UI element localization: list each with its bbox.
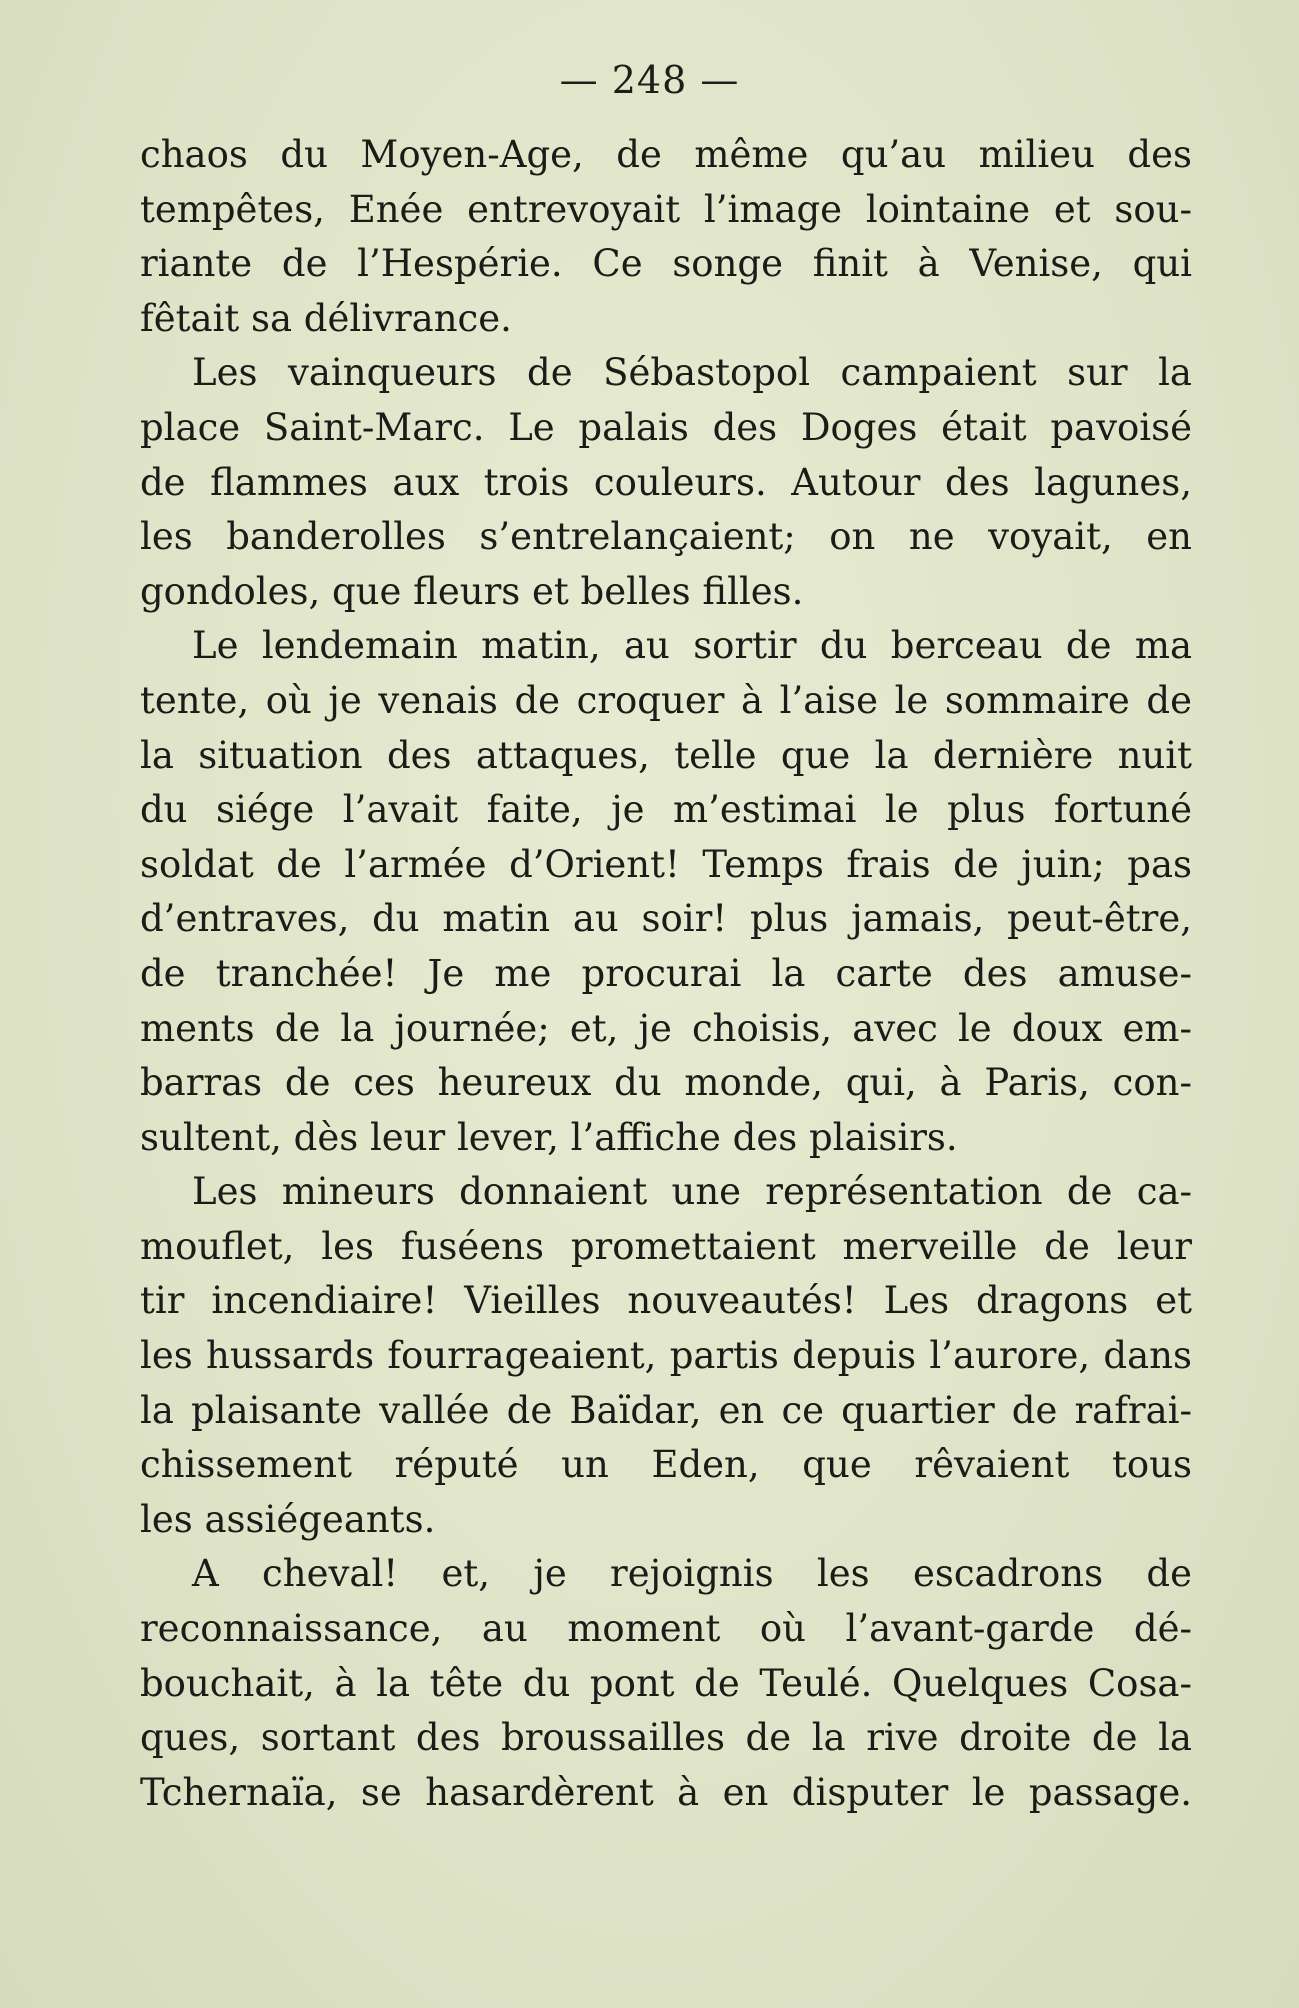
text-line: la plaisante vallée de Baïdar, en ce quartier de rafrai-: [140, 1388, 1192, 1432]
text-line: reconnaissance, au moment où l’avant-garde dé-: [140, 1607, 1192, 1651]
body-text: [140, 128, 1192, 1820]
text-line: du siége l’avait faite, je m’estimai le plus fortuné: [140, 788, 1192, 832]
text-line: place Saint-Marc. Le palais des Doges était pavoisé: [140, 405, 1192, 449]
text-line: d’entraves, du matin au soir! plus jamais, peut-être,: [140, 897, 1192, 941]
text-line: fêtait sa délivrance.: [140, 296, 512, 340]
text-line: Les mineurs donnaient une représentation de ca-: [192, 1170, 1192, 1214]
text-line: ments de la journée; et, je choisis, avec le doux em-: [140, 1006, 1192, 1050]
text-line: de tranchée! Je me procurai la carte des amuse-: [140, 951, 1192, 995]
text-line: soldat de l’armée d’Orient! Temps frais de juin; pas: [140, 842, 1192, 886]
text-line: Tchernaïa, se hasardèrent à en disputer le passage.: [140, 1770, 1192, 1814]
text-line: bouchait, à la tête du pont de Teulé. Quelques Cosa-: [140, 1661, 1192, 1705]
text-line: barras de ces heureux du monde, qui, à Paris, con-: [140, 1061, 1192, 1105]
text-line: Le lendemain matin, au sortir du berceau de ma: [192, 624, 1192, 668]
text-line: les assiégeants.: [140, 1497, 436, 1541]
text-line: tente, où je venais de croquer à l’aise le sommaire de: [140, 678, 1192, 722]
text-line: mouflet, les fuséens promettaient merveille de leur: [140, 1224, 1192, 1268]
page-number: — 248 —: [559, 58, 740, 102]
text-line: tir incendiaire! Vieilles nouveautés! Les dragons et: [140, 1279, 1192, 1323]
text-line: la situation des attaques, telle que la dernière nuit: [140, 733, 1192, 777]
text-line: sultent, dès leur lever, l’affiche des plaisirs.: [140, 1115, 958, 1159]
text-line: chaos du Moyen-Age, de même qu’au milieu des: [140, 133, 1192, 176]
text-line: ques, sortant des broussailles de la rive droite de la: [140, 1716, 1192, 1760]
text-line: riante de l’Hespérie. Ce songe finit à Venise, qui: [140, 242, 1192, 286]
text-line: les hussards fourrageaient, partis depuis l’aurore, dans: [140, 1334, 1192, 1378]
text-line: Les vainqueurs de Sébastopol campaient sur la: [192, 351, 1192, 395]
text-line: chissement réputé un Eden, que rêvaient tous: [140, 1443, 1192, 1487]
text-line: de flammes aux trois couleurs. Autour des lagunes,: [140, 460, 1192, 504]
text-line: A cheval! et, je rejoignis les escadrons de: [192, 1552, 1192, 1596]
text-line: les banderolles s’entrelançaient; on ne voyait, en: [140, 515, 1192, 559]
text-line: gondoles, que fleurs et belles filles.: [140, 569, 804, 613]
text-line: tempêtes, Enée entrevoyait l’image lointaine et sou-: [140, 187, 1192, 231]
